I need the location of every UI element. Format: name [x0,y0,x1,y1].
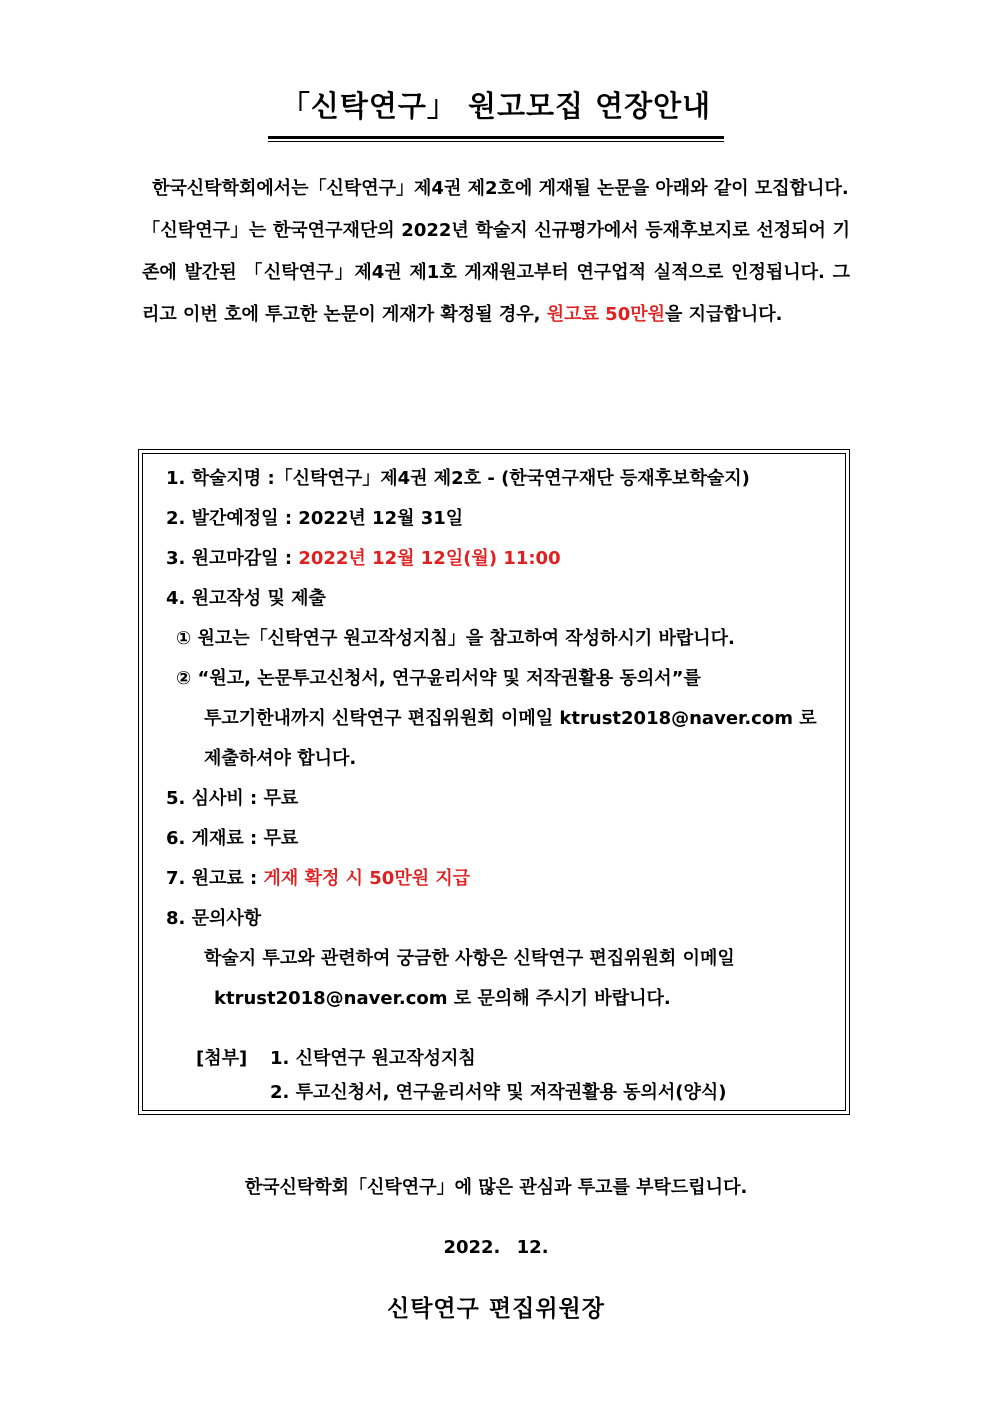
issue-date: 2022. 12. [443,1237,549,1258]
submission-note: 제출하셔야 합니다. [204,748,357,769]
intro-p2-highlight: 원고료 50만원 [546,304,665,325]
inquiry-text: 학술지 투고와 관련하여 궁금한 사항은 신탁연구 편집위원회 이메일 [204,948,735,969]
intro-p2-end: 을 지급합니다. [665,304,783,325]
attachment-1: 1. 신탁연구 원고작성지침 [270,1048,476,1069]
submission-email: 투고기한내까지 신탁연구 편집위원회 이메일 ktrust2018@naver.com 로 [204,708,817,729]
deadline-label: 3. 원고마감일 : [166,548,299,569]
item-deadline [166,544,561,570]
item-inquiry: 8. 문의사항 [166,908,262,929]
intro-paragraph-2 [142,210,850,336]
deadline-value: 2022년 12월 12일(월) 11:00 [298,548,561,569]
item-submission: 4. 원고작성 및 제출 [166,588,326,609]
item-honorarium [166,864,470,890]
inquiry-email: ktrust2018@naver.com 로 문의해 주시기 바랍니다. [214,988,671,1009]
page-title: 「신탁연구」 원고모집 연장안내 [280,89,712,123]
attachments-label: [첨부] [196,1048,248,1069]
title-underline [268,136,724,139]
item-publish-date: 2. 발간예정일 : 2022년 12월 31일 [166,508,464,529]
title-underline-thin [268,141,724,142]
intro-section [142,168,850,336]
honorarium-value: 게재 확정 시 50만원 지급 [263,868,471,889]
item-journal-name: 1. 학술지명 :「신탁연구」제4권 제2호 - (한국연구재단 등재후보학술지) [166,468,750,489]
item-review-fee: 5. 심사비 : 무료 [166,788,299,809]
item-publication-fee: 6. 게재료 : 무료 [166,828,299,849]
signature: 신탁연구 편집위원장 [387,1296,605,1322]
attachment-2: 2. 투고신청서, 연구윤리서약 및 저작권활용 동의서(양식) [270,1082,727,1103]
intro-p2-text: 「신탁연구」는 한국연구재단의 2022년 학술지 신규평가에서 등재후보지로 선정되어 기존에 발간된 「신탁연구」제4권 제1호 게재원고부터 연구업적 실적으로 인정됩니다. 그리고 이번 호에 투고한 논문이 게재가 확정될 경우, [142,220,850,325]
closing-message: 한국신탁학회「신탁연구」에 많은 관심과 투고를 부탁드립니다. [244,1177,748,1198]
honorarium-label: 7. 원고료 : [166,868,264,889]
submission-guide: ① 원고는「신탁연구 원고작성지침」을 참고하여 작성하시기 바랍니다. [176,628,735,649]
submission-docs: ② “원고, 논문투고신청서, 연구윤리서약 및 저작권활용 동의서”를 [176,668,701,689]
intro-paragraph-1: 한국신탁학회에서는「신탁연구」제4권 제2호에 게재될 논문을 아래와 같이 모집합니다. [152,178,849,199]
